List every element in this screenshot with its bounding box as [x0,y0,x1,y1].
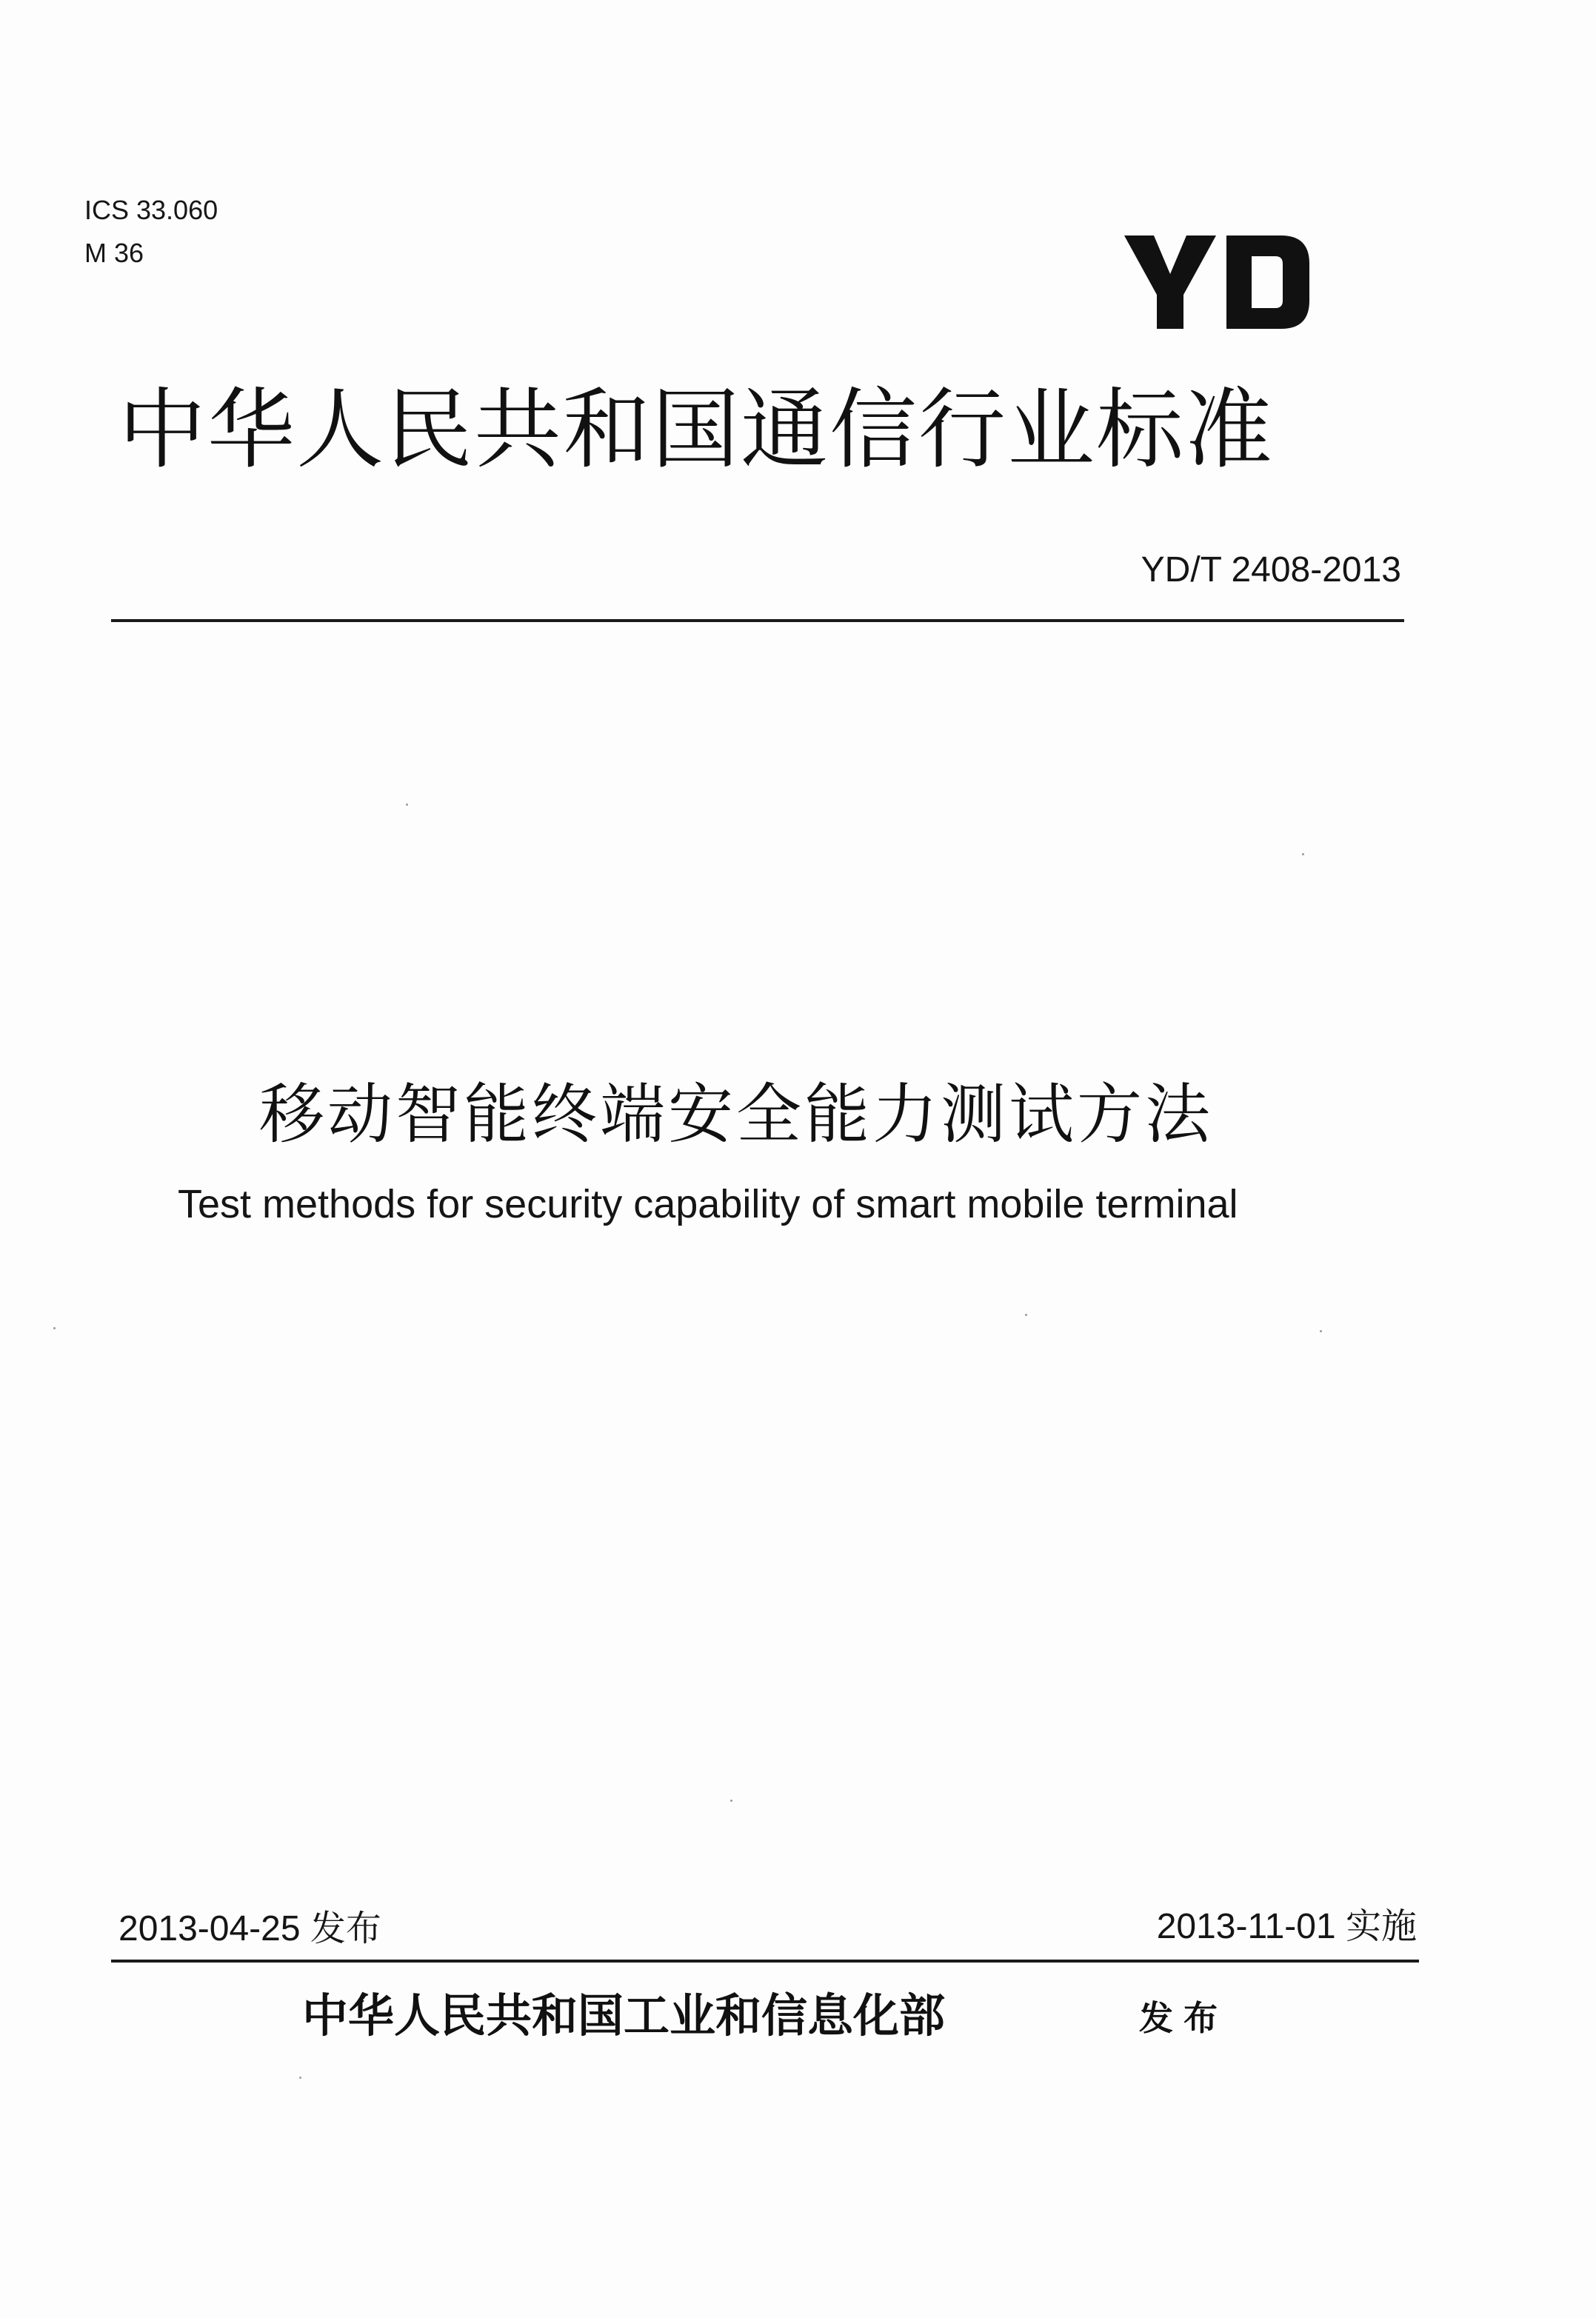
top-divider [111,619,1404,622]
publisher-name: 中华人民共和国工业和信息化部 [302,1988,946,2043]
scan-speck [1025,1314,1027,1316]
scan-speck [730,1800,732,1802]
standard-number: YD/T 2408-2013 [1141,550,1401,589]
publish-label: 发布 [1139,1998,1228,2038]
scan-speck [299,2077,301,2079]
document-title-english: Test methods for security capability of smart mobile terminal [178,1182,1238,1226]
classification-codes [84,189,218,275]
scan-speck [1320,1330,1322,1332]
class-code: M 36 [84,238,144,268]
scan-speck [53,1327,56,1329]
bottom-divider [111,1960,1419,1963]
implementation-date: 2013-11-01 实施 [1156,1907,1417,1946]
issue-date: 2013-04-25 发布 [118,1909,381,1948]
scan-speck [406,804,408,806]
document-title-chinese: 移动智能终端安全能力测试方法 [259,1076,1214,1152]
ics-code: ICS 33.060 [84,195,218,225]
yd-logo [1124,236,1309,329]
scan-speck [1302,853,1304,855]
industry-standard-title: 中华人民共和国通信行业标准 [118,378,1275,481]
